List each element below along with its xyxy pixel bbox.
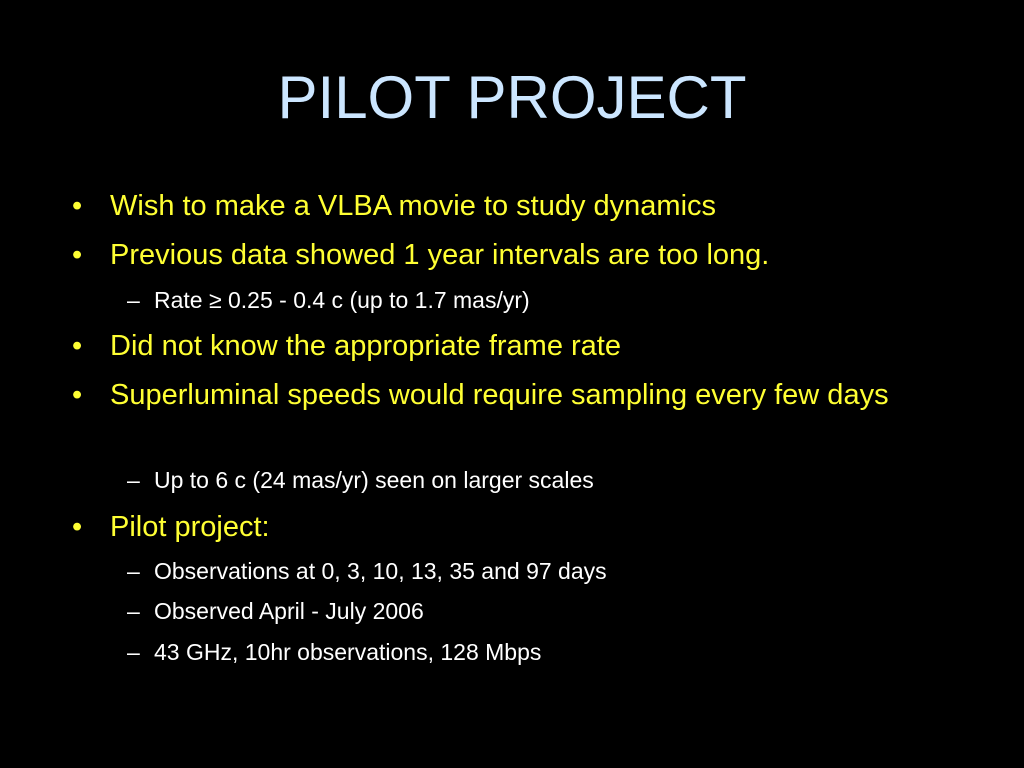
bullet-item — [72, 326, 972, 366]
bullet-icon: • — [72, 330, 83, 362]
bullet-icon: • — [72, 239, 83, 271]
bullet-icon: • — [72, 190, 83, 222]
bullet-item — [72, 186, 972, 226]
bullet-text: Wish to make a VLBA movie to study dynamics — [110, 190, 717, 222]
sub-bullet-text: Rate ≥ 0.25 - 0.4 c (up to 1.7 mas/yr) — [154, 287, 530, 313]
bullet-item — [72, 235, 972, 275]
dash-icon: – — [127, 598, 140, 624]
sub-bullet-item — [127, 285, 987, 315]
bullet-text: Did not know the appropriate frame rate — [110, 330, 621, 362]
sub-bullet-item — [127, 637, 987, 667]
slide-title: PILOT PROJECT — [277, 64, 747, 131]
bullet-icon: • — [72, 511, 83, 543]
sub-bullet-item — [127, 465, 987, 495]
bullet-text: Superluminal speeds would require sampling every few days — [110, 379, 889, 411]
sub-bullet-text: 43 GHz, 10hr observations, 128 Mbps — [154, 639, 542, 665]
sub-bullet-item — [127, 596, 987, 626]
dash-icon: – — [127, 467, 140, 493]
bullet-item — [72, 507, 972, 547]
bullet-text: Previous data showed 1 year intervals are too long. — [110, 239, 770, 271]
dash-icon: – — [127, 558, 140, 584]
bullet-item — [72, 375, 972, 415]
sub-bullet-text: Observations at 0, 3, 10, 13, 35 and 97 days — [154, 558, 607, 584]
bullet-icon: • — [72, 379, 83, 411]
sub-bullet-text: Up to 6 c (24 mas/yr) seen on larger scales — [154, 467, 594, 493]
bullet-text: Pilot project: — [110, 511, 270, 543]
dash-icon: – — [127, 639, 140, 665]
sub-bullet-text: Observed April - July 2006 — [154, 598, 424, 624]
dash-icon: – — [127, 287, 140, 313]
sub-bullet-item — [127, 556, 987, 586]
